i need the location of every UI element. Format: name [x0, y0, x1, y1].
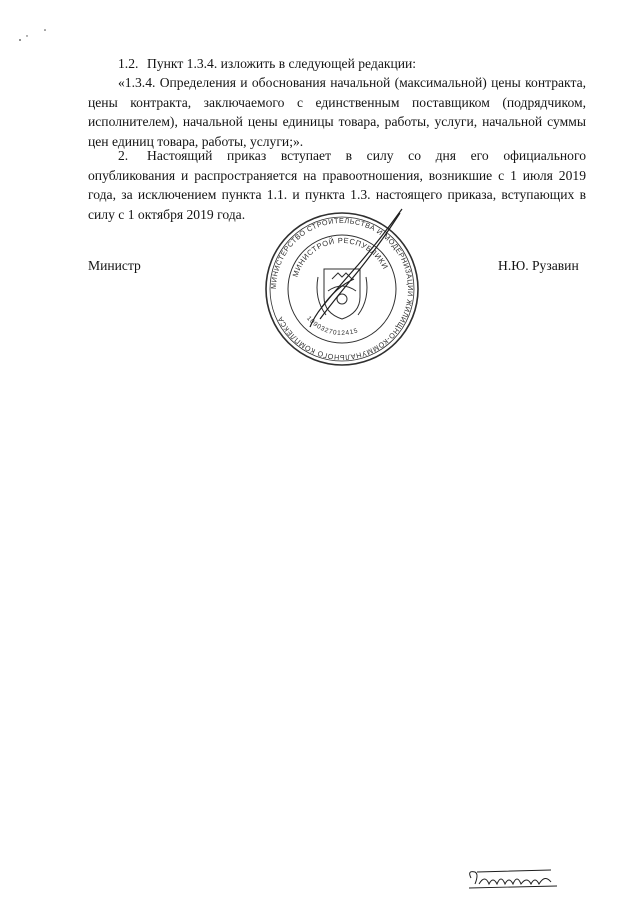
handwritten-initials [465, 864, 565, 892]
coat-of-arms-icon [317, 269, 367, 319]
item-2-text: Настоящий приказ вступает в силу со дня его официального опубликования и распространяется на правоотношения, возникшие с 1 июля 2019 года, за исключением пункта 1.1. и пункта 1.3. настоящего приказа, вступающих в силу с 1 октября 2019 года. [88, 148, 586, 222]
official-stamp [262, 207, 422, 372]
signature-name: Н.Ю. Рузавин [498, 258, 579, 273]
signature-position: Министр [88, 258, 141, 273]
svg-text:МИНИСТРОЙ РЕСПУБЛИКИ: МИНИСТРОЙ РЕСПУБЛИКИ [290, 235, 391, 279]
quote-1-3-4: «1.3.4. Определения и обоснования начальной (максимальной) цены контракта, цены контракта, заключаемого с единственным поставщиком (подрядчиком, исполнителем), начальной цены единицы товара, работы, услуги, начальной суммы цен единиц товара, работы, услуги;». [88, 75, 586, 149]
svg-text:МИНИСТЕРСТВО СТРОИТЕЛЬСТВА И М: МИНИСТЕРСТВО СТРОИТЕЛЬСТВА И МОДЕРНИЗАЦИИ ЖИЛИЩНО-КОММУНАЛЬНОГО КОМПЛЕКСА [268, 215, 416, 362]
item-1-2-number: 1.2. [118, 56, 139, 71]
item-1-2 [88, 54, 586, 74]
svg-text:1090327012415: 1090327012415 [305, 314, 360, 338]
scan-speck-marks [18, 28, 58, 48]
item-2-number: 2. [118, 148, 129, 163]
item-1-2-text: Пункт 1.3.4. изложить в следующей редакции: [147, 56, 417, 71]
